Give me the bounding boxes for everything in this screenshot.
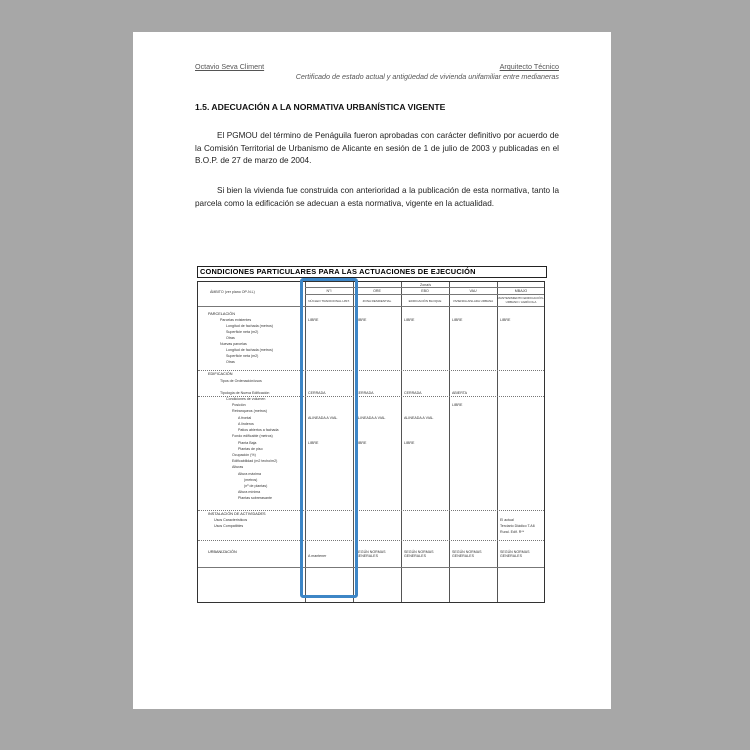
- row-label: Otras: [226, 336, 235, 340]
- row-label: Usos Compatibles: [214, 524, 244, 528]
- row-label: A frontal: [238, 416, 252, 420]
- row-label: Patios abiertos a fachada: [238, 428, 279, 432]
- row-divider: [198, 306, 544, 307]
- row-label: A linderos: [238, 422, 254, 426]
- zones-label: Zona/s: [420, 283, 431, 287]
- row-label: Tipos de Ordenación/usos: [220, 379, 262, 383]
- row-label: Condiciones de volumen: [226, 397, 266, 401]
- zone-code: MBAJO: [514, 289, 528, 293]
- row-label: (nº de plantas): [244, 484, 268, 488]
- table-cell: LIBRE: [500, 318, 511, 322]
- row-label: Tipología de Nueva Edificación: [220, 391, 270, 395]
- zone-name: NÚCLEO TRADICIONAL HIST.: [308, 299, 350, 303]
- table-cell: ABIERTA: [452, 391, 468, 395]
- row-label: Retranqueos (metros): [232, 409, 267, 413]
- table-cell: ALINEADA A VIAL: [356, 416, 386, 420]
- table-cell: ALINEADA A VIAL: [404, 416, 434, 420]
- row-label: Fondo edificable (metros): [232, 434, 273, 438]
- table-cell: CERRADA: [404, 391, 422, 395]
- document-page: [133, 32, 611, 709]
- paragraph-1: El PGMOU del término de Penáguila fueron aprobadas con carácter definitivo por acuerdo de la Comisión Territorial de Urbanismo de Alicante en sesión de 1 de julio de 2003 y publicadas en el B.O.P. de 27 de marzo de 2004.: [195, 131, 559, 165]
- row-label: EDIFICACIÓN: [208, 372, 233, 376]
- row-label: INSTALACIÓN DE ACTIVIDADES: [208, 512, 266, 516]
- row-label: URBANIZACIÓN: [208, 550, 237, 554]
- table-cell: LIBRE: [356, 441, 367, 445]
- row-label: Altura máxima: [238, 472, 261, 476]
- row-label: Nuevas parcelas: [220, 342, 247, 346]
- table-cell: CERRADA: [308, 391, 326, 395]
- highlight-column-box: [300, 278, 358, 598]
- row-label: Otras: [226, 360, 235, 364]
- zone-name: VIVIENDA AISLADA URBANA: [452, 299, 494, 303]
- table-frame: [197, 281, 545, 603]
- row-label: Superficie neta (m2): [226, 330, 259, 334]
- row-divider: [198, 510, 544, 511]
- header-subtitle: Certificado de estado actual y antigüedad de vivienda unifamiliar entre medianeras: [295, 72, 559, 81]
- ambito-label: ÁMBITO (ver plano OP-N.L): [210, 290, 255, 294]
- zone-code: EBO: [421, 289, 429, 293]
- paragraph-2: Si bien la vivienda fue construida con anterioridad a la publicación de esta normativa, tanto la parcela como la edificación se adecuan a esta normativa, vigente en la actualidad.: [195, 186, 559, 208]
- conditions-table: [197, 266, 547, 602]
- row-label: Longitud de fachada (metros): [226, 324, 273, 328]
- table-cell: LIBRE: [452, 318, 463, 322]
- header-role: Arquitecto Técnico: [499, 62, 559, 71]
- row-divider: [198, 370, 544, 371]
- section-title: 1.5. ADECUACIÓN A LA NORMATIVA URBANÍSTICA VIGENTE: [195, 102, 446, 112]
- zone-code: ORE: [373, 289, 381, 293]
- row-label: Posición: [232, 403, 246, 407]
- table-cell: SEGÚN NORMAS GENERALES: [500, 550, 530, 558]
- header-author: Octavio Seva Climent: [195, 62, 265, 71]
- row-label: Superficie neta (m2): [226, 354, 259, 358]
- zone-name: ZONA RESIDENTIAL: [362, 299, 392, 303]
- row-label: Alturas: [232, 465, 244, 469]
- zone-name: MANTENIMIENTO EDIFICACIÓN / URBANO / AGRÍCOLA: [497, 296, 545, 304]
- table-cell: LIBRE: [308, 441, 319, 445]
- table-cell: SEGÚN NORMAS GENERALES: [452, 550, 482, 558]
- zone-code: N°I: [326, 289, 332, 293]
- row-label: (metros): [244, 478, 258, 482]
- table-title: CONDICIONES PARTICULARES PARA LAS ACTUACIONES DE EJECUCIÓN: [197, 266, 547, 278]
- table-cell: LIBRE: [356, 318, 367, 322]
- row-label: Longitud de fachada (metros): [226, 348, 273, 352]
- row-divider: [198, 540, 544, 541]
- table-cell: Rural. Edif. R**: [500, 530, 525, 534]
- table-cell: CERRADA: [356, 391, 374, 395]
- table-cell: LIBRE: [452, 403, 463, 407]
- table-cell: SEGÚN NORMAS GENERALES: [356, 550, 386, 558]
- row-label: Ocupación (%): [232, 453, 256, 457]
- table-cell: El actual: [500, 518, 514, 522]
- table-cell: ALINEADA A VIAL: [308, 416, 338, 420]
- table-cell: LIBRE: [404, 441, 415, 445]
- table-cell: Terciario Diádico T.A6: [500, 524, 535, 528]
- table-cell: SEGÚN NORMAS GENERALES: [404, 550, 434, 558]
- row-label: Parcelas existentes: [220, 318, 252, 322]
- row-label: Altura mínima: [238, 490, 261, 494]
- row-label: Usos Característicos: [214, 518, 248, 522]
- row-label: PARCELACIÓN: [208, 312, 235, 316]
- row-label: Plantas sobrerasante: [238, 496, 272, 500]
- row-divider: [198, 567, 544, 568]
- row-label: Planta Baja: [238, 441, 257, 445]
- row-label: Plantas de piso: [238, 447, 263, 451]
- zone-code: VAU: [469, 289, 477, 293]
- table-cell: A mantener: [308, 554, 327, 558]
- table-cell: LIBRE: [404, 318, 415, 322]
- table-cell: LIBRE: [308, 318, 319, 322]
- zone-name: EDIFICACIÓN BLOQUE: [408, 299, 442, 303]
- row-label: Edificabilidad (m2 techo/m2): [232, 459, 278, 463]
